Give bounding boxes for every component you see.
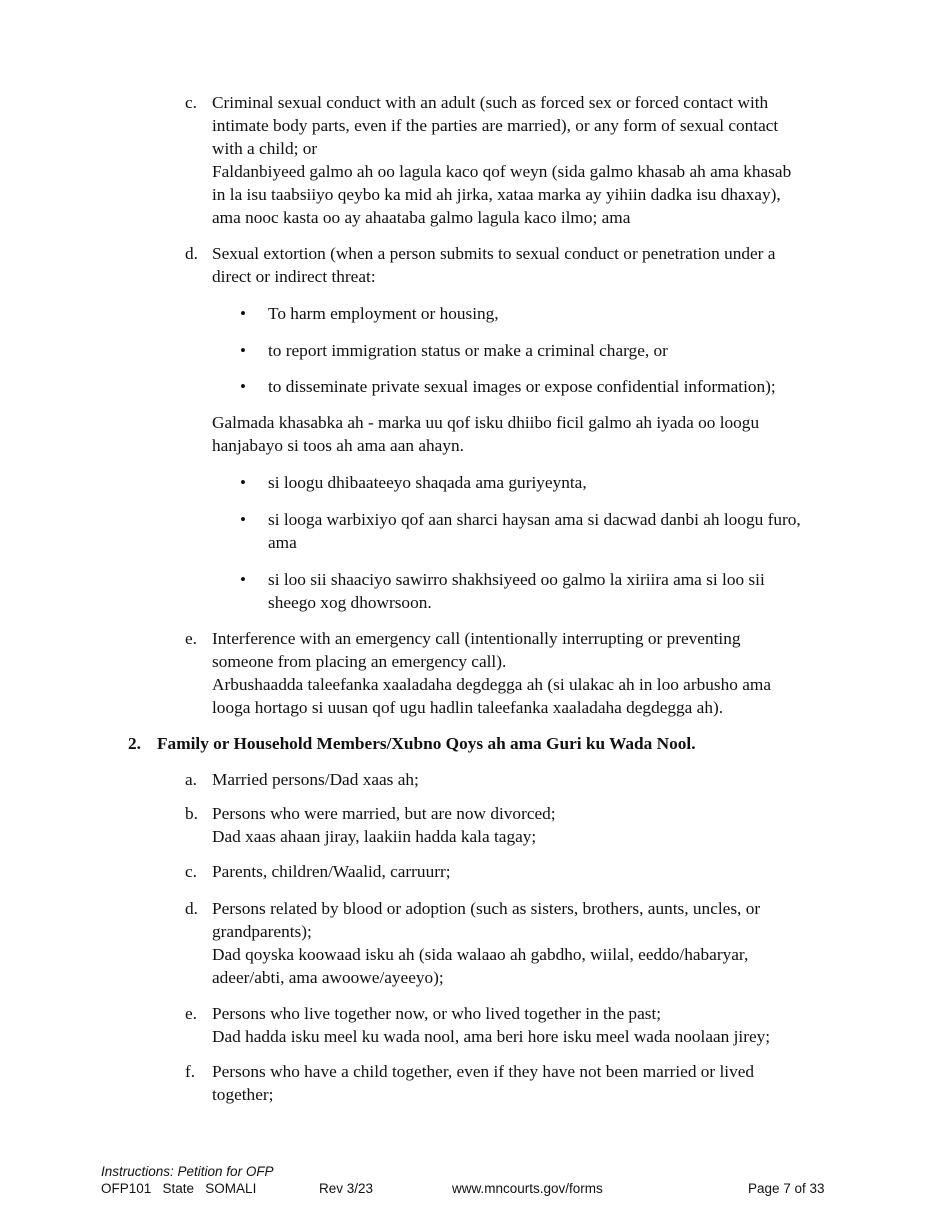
text-line: looga hortago si uusan qof ugu hadlin taleefanka xaaladaha degdegga ah). (212, 698, 724, 717)
item-text (212, 627, 862, 719)
item-letter: e. (185, 629, 197, 648)
text-line: si loo sii shaaciyo sawirro shakhsiyeed oo galmo la xiriira ama si loo sii (268, 570, 765, 589)
text-line: Persons related by blood or adoption (such as sisters, brothers, aunts, uncles, or (212, 899, 761, 918)
text-line: with a child; or (212, 139, 318, 158)
text-line: Persons who were married, but are now divorced; (212, 804, 556, 823)
footer-url-link[interactable]: www.mncourts.gov/forms (452, 1181, 603, 1196)
bullet-icon: • (240, 473, 246, 492)
section-number: 2. (128, 734, 141, 753)
item-letter: c. (185, 862, 197, 881)
item-text (212, 768, 862, 791)
text-line: Arbushaadda taleefanka xaaladaha degdegga ah (si ulakac ah in loo arbusho ama (212, 675, 771, 694)
item-text (212, 242, 862, 288)
item-text (212, 802, 862, 848)
text-line: Dad xaas ahaan jiray, laakiin hadda kala tagay; (212, 827, 537, 846)
bullet-text: To harm employment or housing, (268, 304, 499, 323)
text-line: together; (212, 1085, 274, 1104)
text-line: Married persons/Dad xaas ah; (212, 770, 419, 789)
bullet-icon: • (240, 570, 246, 589)
bullet-text: to report immigration status or make a criminal charge, or (268, 341, 668, 360)
item-letter: c. (185, 93, 197, 112)
item-letter: d. (185, 244, 198, 263)
text-line: someone from placing an emergency call). (212, 652, 507, 671)
bullet-icon: • (240, 341, 246, 360)
item-text (212, 1060, 862, 1106)
text-line: ama (268, 533, 297, 552)
item-text (212, 897, 862, 989)
text-line: Persons who have a child together, even if they have not been married or lived (212, 1062, 755, 1081)
footer-revision: Rev 3/23 (319, 1181, 374, 1196)
item-text (212, 91, 862, 229)
bullet-icon: • (240, 510, 246, 529)
footer-page-number: Page 7 of 33 (748, 1181, 825, 1196)
text-line: Dad qoyska koowaad isku ah (sida walaao ah gabdho, wiilal, eeddo/habaryar, (212, 945, 749, 964)
text-line: ama nooc kasta oo ay ahaataba galmo lagula kaco ilmo; ama (212, 208, 631, 227)
item-letter: f. (185, 1062, 196, 1081)
item-letter: a. (185, 770, 197, 789)
text-line: adeer/abti, ama awoowe/ayeeyo); (212, 968, 444, 987)
bullet-text (268, 568, 858, 614)
text-line: si loogu dhibaateeyo shaqada ama guriyeynta, (268, 473, 587, 492)
bullet-text (268, 471, 858, 494)
bullet-text: to disseminate private sexual images or expose confidential information); (268, 377, 776, 396)
text-line: Dad hadda isku meel ku wada nool, ama beri hore isku meel wada noolaan jirey; (212, 1027, 771, 1046)
text-line: Sexual extortion (when a person submits to sexual conduct or penetration under a (212, 244, 776, 263)
item-letter: e. (185, 1004, 197, 1023)
text-line: sheego xog dhowrsoon. (268, 593, 432, 612)
footer-title: Instructions: Petition for OFP (101, 1164, 274, 1179)
text-line: intimate body parts, even if the parties are married), or any form of sexual contact (212, 116, 779, 135)
text-line: Persons who live together now, or who lived together in the past; (212, 1004, 662, 1023)
item-text (212, 860, 862, 883)
section-title: Family or Household Members/Xubno Qoys ah ama Guri ku Wada Nool. (157, 734, 696, 753)
text-line: si looga warbixiyo qof aan sharci haysan ama si dacwad danbi ah loogu furo, (268, 510, 801, 529)
item-letter: b. (185, 804, 198, 823)
text-line: in la isu taabsiiyo qeybo ka mid ah jirka, xataa marka ay yihiin dadka isu dhaxay), (212, 185, 781, 204)
bullet-text (268, 508, 858, 554)
item-text (212, 1002, 862, 1048)
text-line: Criminal sexual conduct with an adult (such as forced sex or forced contact with (212, 93, 769, 112)
bullet-icon: • (240, 304, 246, 323)
bullet-icon: • (240, 377, 246, 396)
footer-form-id: OFP101 State SOMALI (101, 1181, 257, 1196)
text-line: Galmada khasabka ah - marka uu qof isku dhiibo ficil galmo ah iyada oo loogu (212, 413, 760, 432)
item-letter: d. (185, 899, 198, 918)
text-line: grandparents); (212, 922, 312, 941)
text-line: direct or indirect threat: (212, 267, 376, 286)
text-line: Parents, children/Waalid, carruurr; (212, 862, 451, 881)
text-line: Interference with an emergency call (intentionally interrupting or preventing (212, 629, 741, 648)
text-line: Faldanbiyeed galmo ah oo lagula kaco qof weyn (sida galmo khasab ah ama khasab (212, 162, 792, 181)
text-line: hanjabayo si toos ah ama aan ahayn. (212, 436, 464, 455)
